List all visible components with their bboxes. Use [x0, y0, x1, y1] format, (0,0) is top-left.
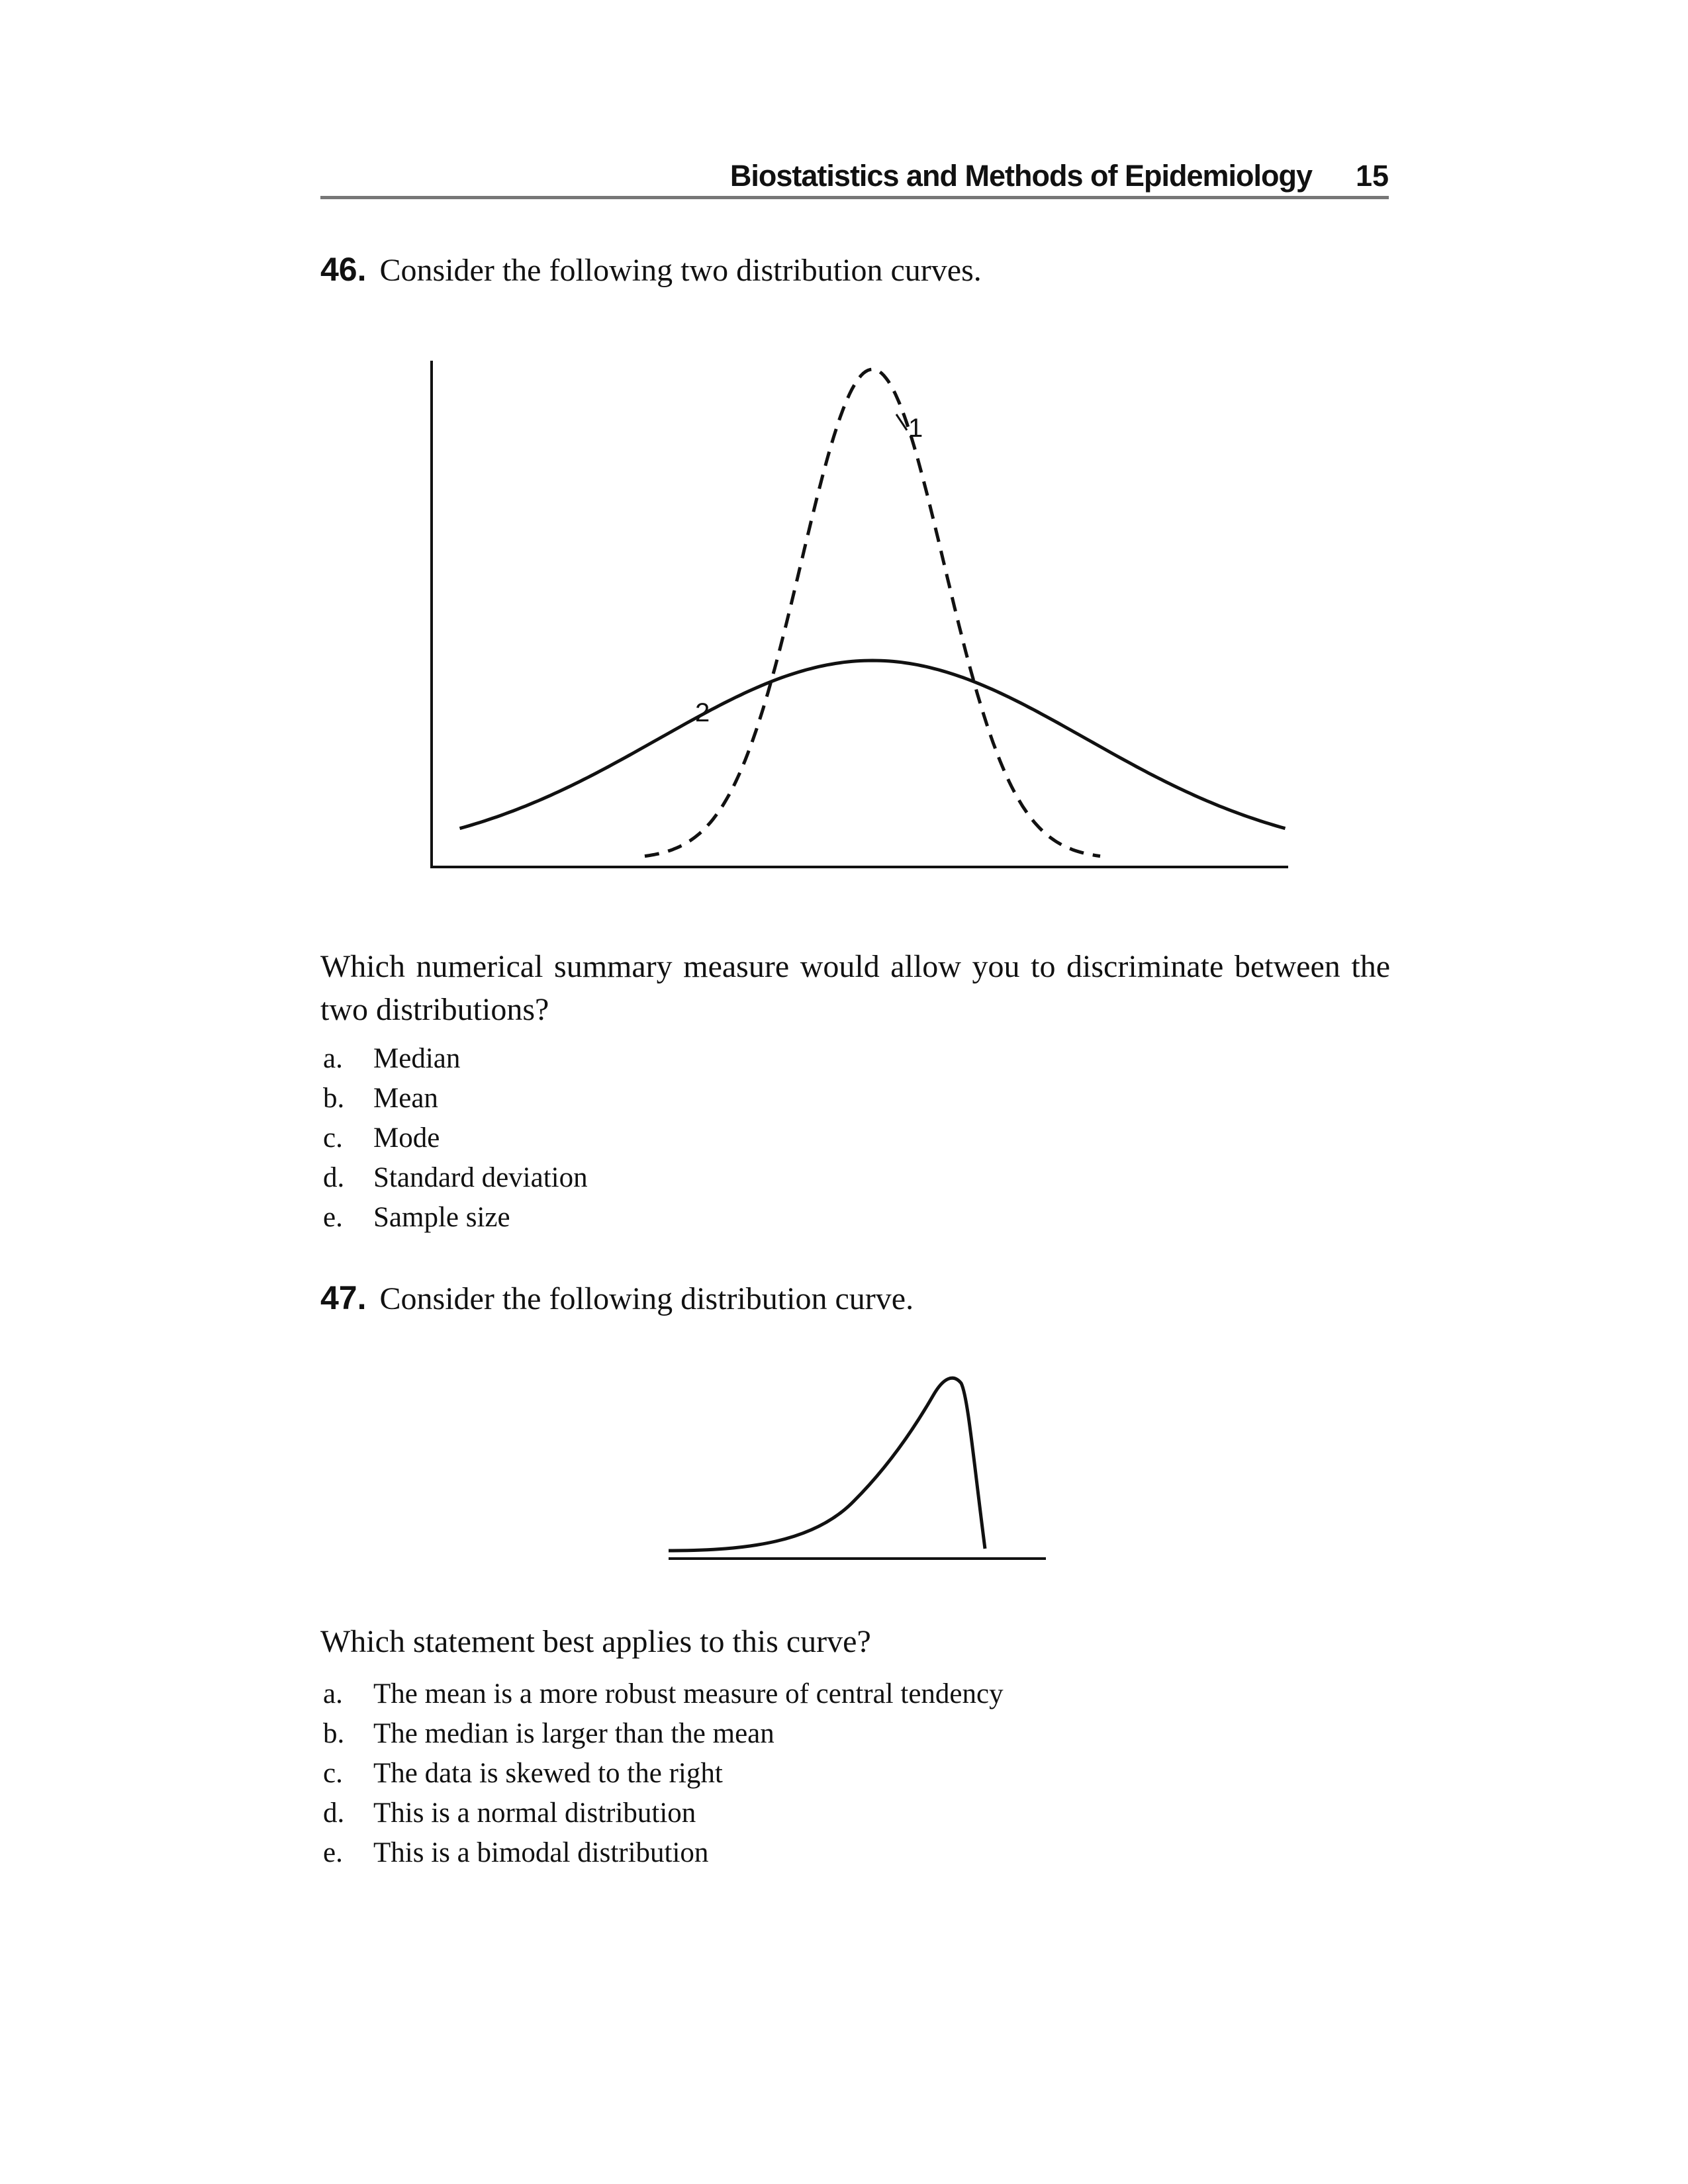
option-text: The mean is a more robust measure of central tendency — [373, 1678, 1004, 1709]
option-text: This is a bimodal distribution — [373, 1837, 709, 1868]
curve-1-label: 1 — [908, 414, 923, 443]
option-letter: e. — [323, 1202, 343, 1233]
option-text: The median is larger than the mean — [373, 1718, 774, 1749]
option-letter: a. — [323, 1043, 343, 1074]
question-47-prompt: Which statement best applies to this curve? — [320, 1624, 871, 1659]
option-text: The data is skewed to the right — [373, 1758, 723, 1789]
page-number: 15 — [1355, 159, 1389, 193]
option-c[interactable] — [320, 1754, 1004, 1794]
option-a[interactable] — [320, 1674, 1004, 1714]
option-e[interactable] — [320, 1833, 1004, 1873]
option-letter: b. — [323, 1083, 345, 1114]
question-stem-text: Consider the following distribution curve. — [379, 1281, 914, 1316]
curve-1-narrow-dashed — [645, 369, 1100, 856]
option-text: Standard deviation — [373, 1162, 588, 1193]
curve-2-label: 2 — [695, 698, 710, 727]
question-47-stem — [320, 1279, 914, 1317]
option-letter: c. — [323, 1122, 343, 1154]
question-stem-text: Consider the following two distribution curves. — [379, 253, 982, 288]
option-letter: b. — [323, 1718, 345, 1749]
option-c[interactable] — [320, 1118, 588, 1158]
option-b[interactable] — [320, 1714, 1004, 1754]
question-46-options — [320, 1039, 588, 1238]
option-a[interactable] — [320, 1039, 588, 1079]
option-letter: c. — [323, 1758, 343, 1789]
figure-two-distributions — [430, 361, 1288, 867]
question-47-options — [320, 1674, 1004, 1873]
option-d[interactable] — [320, 1158, 588, 1198]
option-text: Sample size — [373, 1202, 510, 1233]
option-letter: d. — [323, 1797, 345, 1829]
option-d[interactable] — [320, 1794, 1004, 1833]
option-letter: a. — [323, 1678, 343, 1709]
option-e[interactable] — [320, 1198, 588, 1238]
option-b[interactable] — [320, 1079, 588, 1118]
header-title: Biostatistics and Methods of Epidemiology — [729, 159, 1312, 193]
option-text: This is a normal distribution — [373, 1797, 696, 1829]
question-number: 47. — [320, 1279, 367, 1316]
question-46-prompt: Which numerical summary measure would allow you to discriminate between the two distributions? — [320, 949, 1390, 1027]
option-letter: e. — [323, 1837, 343, 1868]
option-text: Mode — [373, 1122, 440, 1154]
curve-2-wide-solid — [460, 660, 1286, 829]
figure-skewed-distribution — [669, 1378, 1046, 1559]
question-number: 46. — [320, 251, 367, 288]
option-text: Mean — [373, 1083, 438, 1114]
skewed-curve — [669, 1378, 985, 1551]
option-letter: d. — [323, 1162, 345, 1193]
option-text: Median — [373, 1043, 461, 1074]
